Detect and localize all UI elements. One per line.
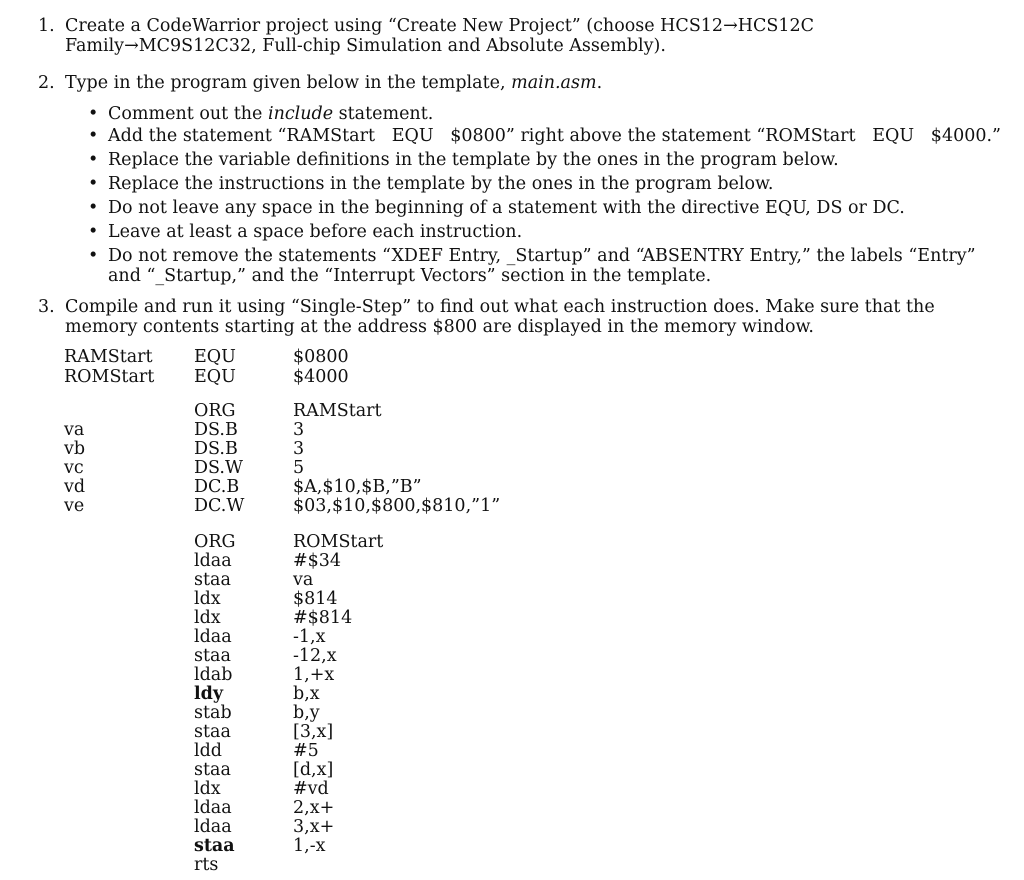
list-item-2 (38, 73, 998, 95)
bullet-icon: • (88, 222, 99, 242)
bullet-text: Add the statement “RAMStart EQU $0800” right above the statement “ROMStart EQU $4000.” (108, 126, 1001, 146)
code-label: vd (64, 477, 86, 497)
code-mnemonic: stab (194, 703, 232, 723)
bullet-icon: • (88, 246, 99, 266)
bullet-text-part: statement. (333, 104, 434, 124)
code-mnemonic: ldx (194, 608, 221, 628)
code-label: RAMStart (64, 347, 153, 367)
bullet-list (64, 104, 1001, 294)
code-operand: 3,x+ (293, 817, 335, 837)
item-number: 3. (38, 297, 55, 317)
code-mnemonic: DS.W (194, 458, 243, 478)
item-number: 1. (38, 16, 55, 36)
code-operand: ROMStart (293, 532, 384, 552)
code-mnemonic: ORG (194, 401, 236, 421)
code-mnemonic: ORG (194, 532, 236, 552)
code-mnemonic: ldab (194, 665, 233, 685)
item-number: 2. (38, 73, 55, 93)
list-item-1 (38, 16, 998, 58)
bullet-icon: • (88, 198, 99, 218)
code-operand: [3,x] (293, 722, 334, 742)
code-operand: $4000 (293, 367, 349, 387)
bullet-item (88, 104, 984, 126)
code-operand: -12,x (293, 646, 337, 666)
code-operand: 1,-x (293, 836, 326, 856)
code-operand: 2,x+ (293, 798, 335, 818)
code-mnemonic: staa (194, 646, 231, 666)
code-mnemonic: staa (194, 836, 235, 856)
code-mnemonic: staa (194, 570, 231, 590)
code-mnemonic: DC.W (194, 496, 245, 516)
bullet-icon: • (88, 174, 99, 194)
item-text (65, 73, 998, 93)
code-operand: [d,x] (293, 760, 334, 780)
code-operand: b,x (293, 684, 320, 704)
code-operand: -1,x (293, 627, 326, 647)
code-operand: #$34 (293, 551, 342, 571)
code-operand: 3 (293, 420, 305, 440)
bullet-text: Do not leave any space in the beginning of a statement with the directive EQU, DS or DC. (108, 198, 905, 218)
code-mnemonic: staa (194, 722, 231, 742)
item-text-part: . (596, 73, 603, 93)
bullet-text-emphasis: include (267, 104, 334, 124)
code-mnemonic: ldaa (194, 817, 232, 837)
bullet-text: Replace the variable definitions in the template by the ones in the program below. (108, 150, 839, 170)
code-mnemonic: EQU (194, 347, 236, 367)
bullet-text: Do not remove the statements “XDEF Entry, _Startup” and “ABSENTRY Entry,” the labels “Entry” and “_Startup,” and the “Interrupt Vectors” section in the template. (108, 246, 976, 286)
code-mnemonic: ldaa (194, 551, 232, 571)
code-mnemonic: staa (194, 760, 231, 780)
code-mnemonic: ldaa (194, 798, 232, 818)
code-operand: #vd (293, 779, 329, 799)
code-operand: $0800 (293, 347, 349, 367)
code-mnemonic: rts (194, 855, 219, 875)
code-operand: 1,+x (293, 665, 335, 685)
code-operand: $03,$10,$800,$810,”1” (293, 496, 501, 516)
code-operand: RAMStart (293, 401, 382, 421)
item-text-part: Type in the program given below in the template, (65, 73, 512, 93)
bullet-item (88, 198, 984, 220)
bullet-icon: • (88, 104, 99, 124)
bullet-text (108, 104, 984, 124)
assembly-listing (64, 348, 564, 878)
bullet-item (88, 174, 984, 196)
code-mnemonic: DC.B (194, 477, 240, 497)
bullet-item (88, 246, 984, 290)
code-operand: 5 (293, 458, 305, 478)
code-operand: $814 (293, 589, 338, 609)
item-text-emphasis: main.asm (511, 73, 597, 93)
bullet-item (88, 222, 984, 244)
item-text: Compile and run it using “Single-Step” to find out what each instruction does. Make sure that the memory contents starting at the address $800 are displayed in the memory window. (65, 297, 935, 337)
bullet-item (88, 150, 984, 172)
code-label: ve (64, 496, 85, 516)
code-label: vc (64, 458, 84, 478)
bullet-item (88, 126, 1001, 148)
code-mnemonic: ldd (194, 741, 223, 761)
list-item-3 (38, 297, 998, 339)
code-label: va (64, 420, 85, 440)
code-operand: 3 (293, 439, 305, 459)
code-label: ROMStart (64, 367, 155, 387)
bullet-text: Replace the instructions in the template by the ones in the program below. (108, 174, 774, 194)
code-operand: va (293, 570, 314, 590)
code-mnemonic: DS.B (194, 439, 238, 459)
code-mnemonic: ldaa (194, 627, 232, 647)
item-text: Create a CodeWarrior project using “Create New Project” (choose HCS12→HCS12C Family→MC9S12C32, Full-chip Simulation and Absolute Assembly). (65, 16, 815, 56)
code-mnemonic: DS.B (194, 420, 238, 440)
bullet-text-part: Comment out the (108, 104, 268, 124)
bullet-icon: • (88, 150, 99, 170)
code-mnemonic: ldy (194, 684, 224, 704)
code-operand: b,y (293, 703, 320, 723)
code-mnemonic: ldx (194, 779, 221, 799)
code-operand: $A,$10,$B,”B” (293, 477, 422, 497)
code-mnemonic: ldx (194, 589, 221, 609)
code-operand: #$814 (293, 608, 353, 628)
code-operand: #5 (293, 741, 319, 761)
bullet-text: Leave at least a space before each instruction. (108, 222, 523, 242)
code-label: vb (64, 439, 86, 459)
code-mnemonic: EQU (194, 367, 236, 387)
bullet-icon: • (88, 126, 99, 146)
